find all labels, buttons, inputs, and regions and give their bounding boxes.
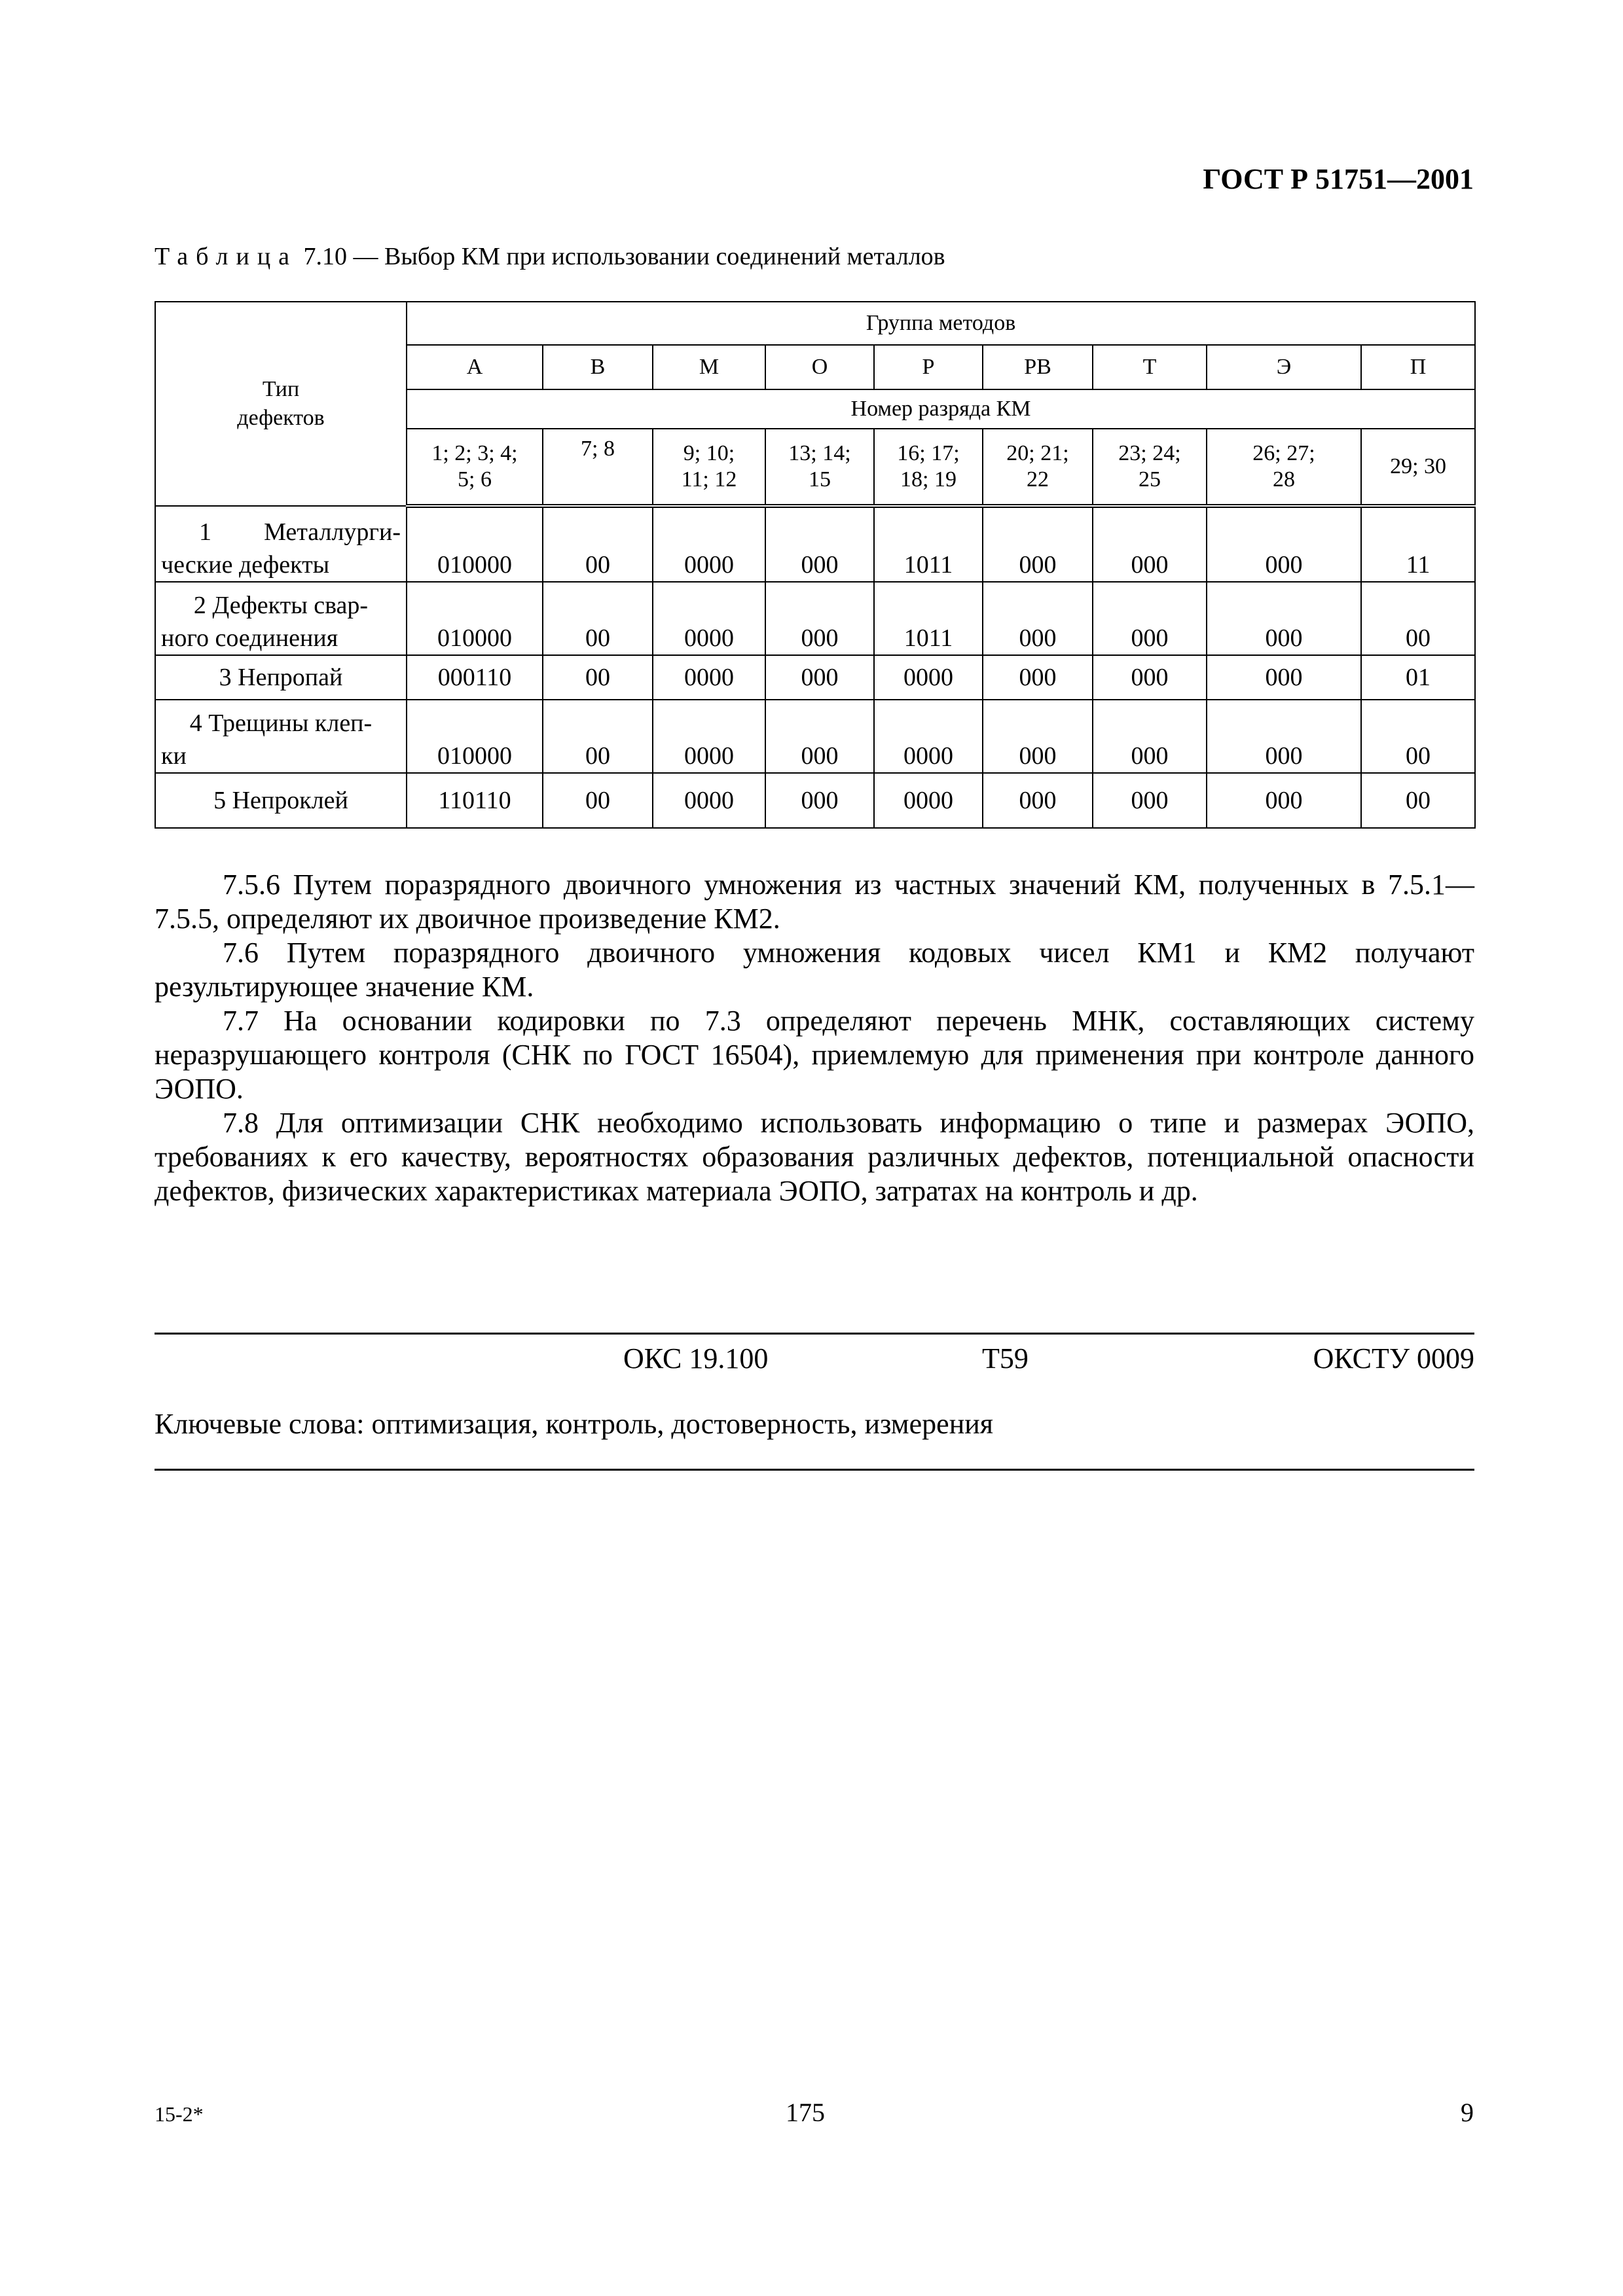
group-cell: Р [874, 345, 983, 389]
value-cell: 000 [983, 582, 1093, 655]
digit-cell: 13; 14; 15 [765, 429, 874, 506]
value-cell: 000 [1093, 506, 1207, 582]
classification-codes [155, 1340, 1474, 1377]
value-cell: 000 [1207, 506, 1361, 582]
defect-type: 1 Металлурги- ческие дефекты [155, 506, 407, 582]
digit-cell: 26; 27; 28 [1207, 429, 1361, 506]
value-cell: 1011 [874, 506, 983, 582]
digit-cell: 1; 2; 3; 4; 5; 6 [407, 429, 543, 506]
value-cell: 00 [543, 773, 653, 828]
value-cell: 11 [1361, 506, 1475, 582]
value-cell: 010000 [407, 582, 543, 655]
value-cell: 0000 [653, 773, 765, 828]
value-cell: 000 [1093, 773, 1207, 828]
value-cell: 0000 [653, 700, 765, 773]
digit-header: Номер разряда КМ [407, 389, 1475, 429]
table-row [155, 655, 1475, 700]
digit-cell: 29; 30 [1361, 429, 1475, 506]
value-cell: 0000 [874, 773, 983, 828]
defect-type: 3 Непропай [155, 655, 407, 700]
digit-cell: 20; 21; 22 [983, 429, 1093, 506]
value-cell: 000 [765, 506, 874, 582]
paragraph: 7.5.6 Путем поразрядного двоичного умножения из частных значений КМ, полученных в 7.5.1— 7.5.5, определяют их двоичное произведение КМ2. [155, 869, 1474, 935]
group-cell: М [653, 345, 765, 389]
value-cell: 010000 [407, 506, 543, 582]
paragraph: 7.6 Путем поразрядного двоичного умножения кодовых чисел КМ1 и КМ2 получают результирующее значение КМ. [155, 937, 1474, 1003]
table-row [155, 773, 1475, 828]
value-cell: 000 [983, 655, 1093, 700]
type-header: Тип дефектов [155, 302, 407, 506]
defect-type: 4 Трещины клеп- ки [155, 700, 407, 773]
group-cell: В [543, 345, 653, 389]
defect-type: 5 Непроклей [155, 773, 407, 828]
value-cell: 0000 [874, 655, 983, 700]
table-row [155, 582, 1475, 655]
paragraph: 7.8 Для оптимизации СНК необходимо использовать информацию о типе и размерах ЭОПО, требованиях к его качеству, вероятностях образования различных дефектов, потенциальной опасности дефектов, физических характеристиках материала ЭОПО, затратах на контроль и др. [155, 1107, 1474, 1207]
value-cell: 000 [983, 506, 1093, 582]
paragraph: 7.7 На основании кодировки по 7.3 определяют перечень МНК, составляющих систему неразрушающего контроля (СНК по ГОСТ 16504), приемлемую для применения при контроле данного ЭОПО. [155, 1005, 1474, 1105]
value-cell: 000 [765, 582, 874, 655]
value-cell: 000 [765, 655, 874, 700]
group-cell: П [1361, 345, 1475, 389]
value-cell: 000 [765, 700, 874, 773]
digit-cell: 9; 10; 11; 12 [653, 429, 765, 506]
value-cell: 000 [1093, 655, 1207, 700]
value-cell: 000 [1207, 773, 1361, 828]
page-number: 9 [1461, 2098, 1474, 2127]
value-cell: 000 [1207, 582, 1361, 655]
value-cell: 000 [765, 773, 874, 828]
footer-print-mark: 15-2* [155, 2102, 204, 2126]
value-cell: 00 [543, 700, 653, 773]
table-caption-text: 7.10 — Выбор КМ при использовании соединений металлов [303, 243, 945, 270]
oks-code: ОКС 19.100 [623, 1342, 769, 1374]
defect-type: 2 Дефекты свар- ного соединения [155, 582, 407, 655]
value-cell: 010000 [407, 700, 543, 773]
value-cell: 00 [1361, 700, 1475, 773]
value-cell: 0000 [653, 582, 765, 655]
keywords: Ключевые слова: оптимизация, контроль, достоверность, измерения [155, 1408, 994, 1440]
table-row [155, 700, 1475, 773]
value-cell: 00 [543, 655, 653, 700]
km-selection-table [155, 301, 1476, 829]
document-code: ГОСТ Р 51751—2001 [1203, 163, 1474, 195]
group-cell: А [407, 345, 543, 389]
table-caption-label: Таблица [155, 243, 298, 270]
table-row [155, 506, 1475, 582]
digit-cell: 16; 17; 18; 19 [874, 429, 983, 506]
group-cell: Т [1093, 345, 1207, 389]
value-cell: 00 [1361, 773, 1475, 828]
value-cell: 00 [1361, 582, 1475, 655]
value-cell: 0000 [653, 655, 765, 700]
value-cell: 00 [543, 582, 653, 655]
group-cell: РВ [983, 345, 1093, 389]
value-cell: 000 [1093, 700, 1207, 773]
value-cell: 000110 [407, 655, 543, 700]
footer-sheet-number: 175 [786, 2098, 825, 2127]
category-code: Т59 [982, 1342, 1029, 1374]
value-cell: 01 [1361, 655, 1475, 700]
group-cell: Э [1207, 345, 1361, 389]
value-cell: 000 [1207, 700, 1361, 773]
digit-cell: 7; 8 [543, 429, 653, 506]
value-cell: 0000 [874, 700, 983, 773]
value-cell: 000 [983, 700, 1093, 773]
okstu-code: ОКСТУ 0009 [1313, 1342, 1474, 1374]
divider-bottom [155, 1469, 1474, 1471]
value-cell: 000 [1207, 655, 1361, 700]
digit-cell: 23; 24; 25 [1093, 429, 1207, 506]
divider-top [155, 1333, 1474, 1335]
value-cell: 1011 [874, 582, 983, 655]
group-cell: О [765, 345, 874, 389]
value-cell: 0000 [653, 506, 765, 582]
value-cell: 000 [983, 773, 1093, 828]
value-cell: 000 [1093, 582, 1207, 655]
value-cell: 00 [543, 506, 653, 582]
body-text [155, 868, 1474, 1208]
value-cell: 110110 [407, 773, 543, 828]
table-caption [155, 242, 945, 271]
group-header: Группа методов [407, 302, 1475, 345]
